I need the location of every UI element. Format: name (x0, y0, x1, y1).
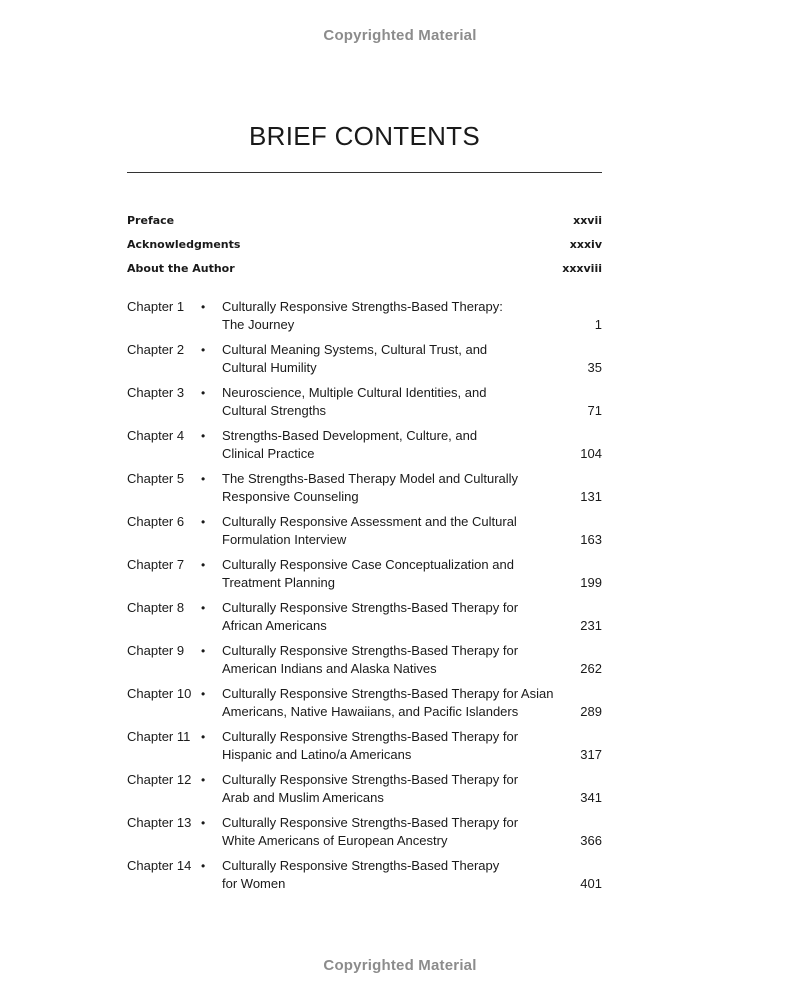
front-matter-label: About the Author (127, 261, 235, 275)
chapter-title-line: Americans, Native Hawaiians, and Pacific Islanders (222, 704, 519, 719)
chapter-entry[interactable] (127, 425, 602, 468)
chapter-title (222, 642, 567, 678)
chapter-page-number: 262 (580, 661, 602, 676)
chapter-title-line: Cultural Humility (222, 360, 317, 375)
chapter-title-line: The Strengths-Based Therapy Model and Culturally (222, 471, 519, 486)
chapter-entry[interactable] (127, 683, 602, 726)
chapter-title-line: Treatment Planning (222, 575, 335, 590)
chapter-page-number: 366 (580, 833, 602, 848)
chapter-entry[interactable] (127, 640, 602, 683)
watermark-bottom: Copyrighted Material (323, 957, 477, 974)
chapter-number: Chapter 10 (127, 686, 192, 701)
chapter-title (222, 341, 567, 377)
chapter-page-number: 317 (580, 747, 602, 762)
chapter-title-line: Cultural Meaning Systems, Cultural Trust, and (222, 342, 488, 357)
chapter-number: Chapter 8 (127, 600, 185, 615)
chapter-entry[interactable] (127, 339, 602, 382)
chapter-title-line: Culturally Responsive Strengths-Based Therapy for (222, 600, 519, 615)
chapter-page-number: 199 (580, 575, 602, 590)
chapter-entry[interactable] (127, 554, 602, 597)
bullet-icon: • (201, 730, 206, 744)
chapter-number: Chapter 6 (127, 514, 185, 529)
chapter-title-line: Clinical Practice (222, 446, 315, 461)
bullet-icon: • (201, 601, 206, 615)
chapter-title-line: Neuroscience, Multiple Cultural Identities, and (222, 385, 487, 400)
bullet-icon: • (201, 472, 206, 486)
front-matter-list (127, 208, 602, 280)
bullet-icon: • (201, 558, 206, 572)
chapter-title-line: Formulation Interview (222, 532, 347, 547)
chapter-page-number: 231 (580, 618, 602, 633)
chapter-entry[interactable] (127, 726, 602, 769)
chapter-title-line: Culturally Responsive Strengths-Based Therapy for (222, 772, 519, 787)
chapter-title-line: Culturally Responsive Strengths-Based Therapy for (222, 643, 519, 658)
chapter-number: Chapter 1 (127, 299, 185, 314)
chapter-number: Chapter 12 (127, 772, 192, 787)
chapter-number: Chapter 13 (127, 815, 192, 830)
chapter-entry[interactable] (127, 812, 602, 855)
front-matter-page: xxxviii (562, 261, 602, 275)
bullet-icon: • (201, 343, 206, 357)
chapter-title-line: Hispanic and Latino/a Americans (222, 747, 412, 762)
chapter-title-line: for Women (222, 876, 286, 891)
chapter-title (222, 599, 567, 635)
bullet-icon: • (201, 386, 206, 400)
chapter-number: Chapter 2 (127, 342, 185, 357)
chapter-title (222, 857, 567, 893)
chapter-title-line: Culturally Responsive Strengths-Based Therapy for Asian (222, 686, 554, 701)
title-rule (127, 172, 602, 173)
chapter-title (222, 427, 567, 463)
chapter-title (222, 513, 567, 549)
chapter-title (222, 384, 567, 420)
bullet-icon: • (201, 859, 206, 873)
chapter-title-line: Cultural Strengths (222, 403, 327, 418)
bullet-icon: • (201, 644, 206, 658)
chapter-entry[interactable] (127, 597, 602, 640)
chapter-number: Chapter 4 (127, 428, 185, 443)
front-matter-page: xxxiv (569, 237, 602, 251)
chapter-list (127, 296, 602, 898)
chapter-title-line: Culturally Responsive Strengths-Based Therapy for (222, 815, 519, 830)
chapter-title (222, 814, 567, 850)
chapter-title-line: Arab and Muslim Americans (222, 790, 384, 805)
chapter-title (222, 771, 567, 807)
chapter-page-number: 289 (580, 704, 602, 719)
chapter-entry[interactable] (127, 468, 602, 511)
chapter-entry[interactable] (127, 855, 602, 898)
watermark-top: Copyrighted Material (323, 27, 477, 44)
front-matter-item-acknowledgments[interactable] (127, 232, 602, 256)
bullet-icon: • (201, 429, 206, 443)
bullet-icon: • (201, 687, 206, 701)
chapter-page-number: 71 (587, 403, 602, 418)
chapter-title-line: Strengths-Based Development, Culture, and (222, 428, 478, 443)
bullet-icon: • (201, 773, 206, 787)
chapter-title-line: Culturally Responsive Case Conceptualization and (222, 557, 514, 572)
front-matter-page: xxvii (573, 213, 602, 227)
page-title: BRIEF CONTENTS (249, 121, 480, 151)
chapter-page-number: 1 (594, 317, 602, 332)
chapter-title-line: White Americans of European Ancestry (222, 833, 448, 848)
chapter-number: Chapter 11 (127, 729, 191, 744)
chapter-number: Chapter 7 (127, 557, 185, 572)
front-matter-label: Preface (127, 213, 175, 227)
front-matter-item-preface[interactable] (127, 208, 602, 232)
chapter-title-line: African Americans (222, 618, 327, 633)
chapter-entry[interactable] (127, 511, 602, 554)
chapter-entry[interactable] (127, 382, 602, 425)
chapter-title-line: Culturally Responsive Strengths-Based Therapy (222, 858, 500, 873)
chapter-title-line: Culturally Responsive Strengths-Based Therapy for (222, 729, 519, 744)
chapter-number: Chapter 3 (127, 385, 185, 400)
chapter-number: Chapter 9 (127, 643, 185, 658)
chapter-title (222, 685, 567, 721)
chapter-page-number: 401 (580, 876, 602, 891)
bullet-icon: • (201, 515, 206, 529)
chapter-page-number: 341 (580, 790, 602, 805)
chapter-title (222, 298, 567, 334)
front-matter-item-about-author[interactable] (127, 256, 602, 280)
chapter-title-line: The Journey (222, 317, 295, 332)
chapter-title (222, 556, 567, 592)
chapter-number: Chapter 14 (127, 858, 192, 873)
chapter-page-number: 35 (587, 360, 602, 375)
chapter-page-number: 163 (580, 532, 602, 547)
chapter-number: Chapter 5 (127, 471, 185, 486)
chapter-title-line: American Indians and Alaska Natives (222, 661, 437, 676)
chapter-entry[interactable] (127, 769, 602, 812)
chapter-title (222, 728, 567, 764)
bullet-icon: • (201, 300, 206, 314)
chapter-title-line: Culturally Responsive Strengths-Based Therapy: (222, 299, 503, 314)
chapter-title-line: Culturally Responsive Assessment and the Cultural (222, 514, 517, 529)
chapter-page-number: 131 (580, 489, 602, 504)
chapter-page-number: 104 (580, 446, 602, 461)
chapter-entry[interactable] (127, 296, 602, 339)
front-matter-label: Acknowledgments (127, 237, 241, 251)
chapter-title-line: Responsive Counseling (222, 489, 359, 504)
chapter-title (222, 470, 567, 506)
bullet-icon: • (201, 816, 206, 830)
